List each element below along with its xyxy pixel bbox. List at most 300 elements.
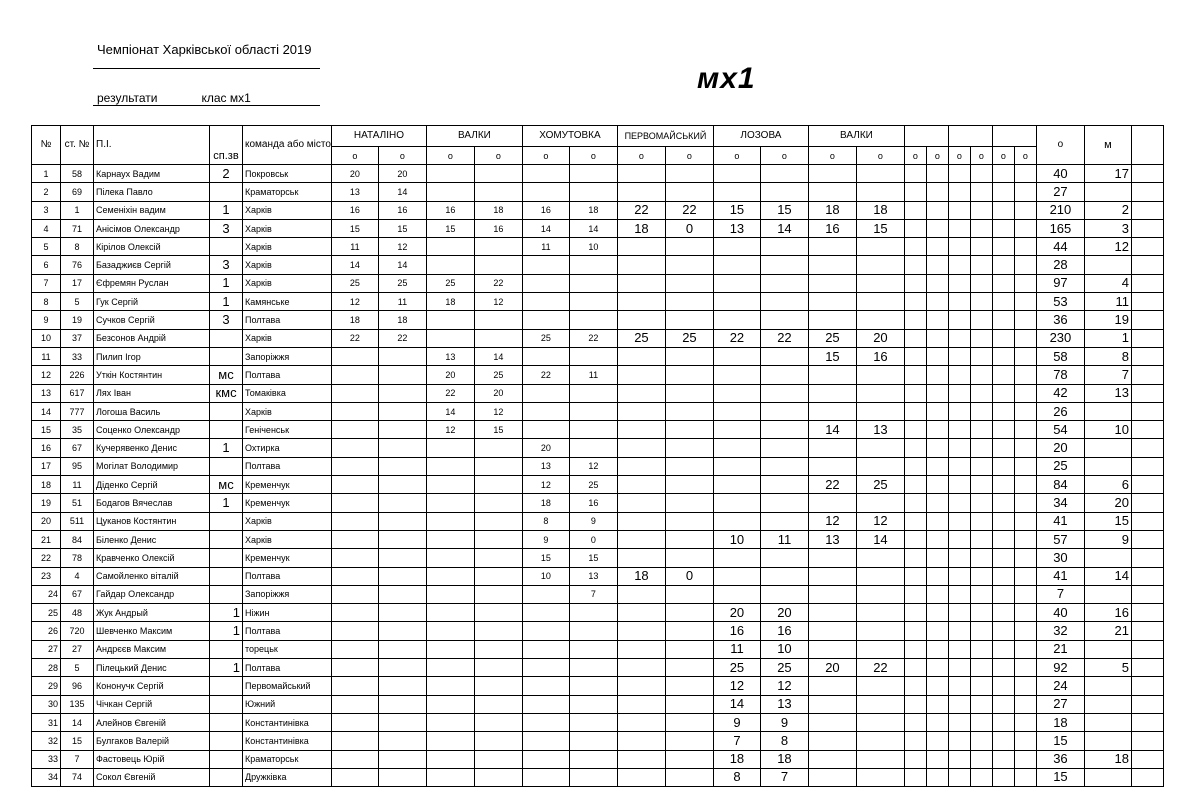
race-result — [856, 384, 904, 402]
empty-cell — [904, 494, 926, 512]
final-place — [1084, 457, 1131, 475]
race-result — [522, 640, 569, 658]
empty-cell — [904, 219, 926, 237]
race-result — [856, 549, 904, 567]
empty-cell — [992, 238, 1014, 256]
row-number: 9 — [32, 311, 61, 329]
row-number: 29 — [32, 677, 61, 695]
table-row — [32, 457, 1164, 475]
rider-name: Сокол Євгеній — [94, 768, 210, 786]
row-number: 19 — [32, 494, 61, 512]
rider-name: Біленко Денис — [94, 530, 210, 548]
race-result: 14 — [426, 402, 474, 420]
race-result — [856, 750, 904, 768]
empty-cell — [904, 274, 926, 292]
race-result — [856, 311, 904, 329]
race-result — [522, 768, 569, 786]
race-result — [760, 366, 808, 384]
empty-cell — [1014, 384, 1036, 402]
race-result — [426, 732, 474, 750]
total-points: 41 — [1036, 512, 1084, 530]
race-result: 20 — [760, 604, 808, 622]
empty-cell — [904, 183, 926, 201]
race-result — [522, 695, 569, 713]
race-result — [426, 439, 474, 457]
empty-cell — [948, 677, 970, 695]
empty-cell — [948, 476, 970, 494]
empty-cell — [948, 567, 970, 585]
race-result: 25 — [569, 476, 617, 494]
table-row — [32, 219, 1164, 237]
race-result — [378, 421, 426, 439]
total-points: 27 — [1036, 695, 1084, 713]
rider-team: Харків — [243, 274, 332, 292]
race-result — [426, 476, 474, 494]
extra-cell — [1131, 604, 1163, 622]
empty-cell — [1014, 768, 1036, 786]
empty-cell — [1014, 567, 1036, 585]
empty-cell — [904, 201, 926, 219]
total-points: 54 — [1036, 421, 1084, 439]
empty-cell — [926, 512, 948, 530]
table-row — [32, 512, 1164, 530]
race-result — [760, 347, 808, 365]
stage-header: ЛОЗОВА — [713, 126, 808, 147]
empty-cell — [926, 549, 948, 567]
empty-cell — [992, 750, 1014, 768]
row-number: 5 — [32, 238, 61, 256]
race-result: 20 — [378, 165, 426, 183]
empty-cell — [992, 457, 1014, 475]
race-result — [808, 695, 856, 713]
race-result — [856, 402, 904, 420]
empty-cell — [926, 604, 948, 622]
race-result — [331, 439, 378, 457]
race-result — [665, 311, 713, 329]
rider-team: Южний — [243, 695, 332, 713]
race-result — [665, 476, 713, 494]
extra-cell — [1131, 677, 1163, 695]
stage-header: ВАЛКИ — [426, 126, 522, 147]
empty-cell — [970, 439, 992, 457]
race-result — [617, 165, 665, 183]
empty-cell — [970, 768, 992, 786]
race-result — [856, 256, 904, 274]
rider-team: Полтава — [243, 457, 332, 475]
race-result — [856, 732, 904, 750]
race-result — [426, 713, 474, 731]
race-result — [665, 421, 713, 439]
empty-stage-header — [948, 126, 992, 147]
race-result: 14 — [331, 256, 378, 274]
race-result: 10 — [713, 530, 760, 548]
race-header: о — [904, 147, 926, 165]
rider-name: Діденко Сергій — [94, 476, 210, 494]
final-place: 15 — [1084, 512, 1131, 530]
empty-cell — [992, 384, 1014, 402]
race-result — [331, 677, 378, 695]
empty-cell — [1014, 494, 1036, 512]
rider-name: Андрєєв Максим — [94, 640, 210, 658]
race-header: о — [992, 147, 1014, 165]
rider-rank: 3 — [210, 256, 243, 274]
race-result: 20 — [331, 165, 378, 183]
final-place: 21 — [1084, 622, 1131, 640]
col-rank: сп.зв — [210, 126, 243, 165]
total-points: 36 — [1036, 750, 1084, 768]
race-result — [713, 183, 760, 201]
empty-cell — [926, 421, 948, 439]
race-result — [331, 604, 378, 622]
race-result — [522, 293, 569, 311]
stage-header: ВАЛКИ — [808, 126, 904, 147]
race-result — [331, 695, 378, 713]
empty-cell — [904, 640, 926, 658]
empty-cell — [1014, 512, 1036, 530]
race-result — [331, 512, 378, 530]
start-number: 67 — [61, 439, 94, 457]
empty-cell — [1014, 695, 1036, 713]
race-result — [474, 567, 522, 585]
start-number: 720 — [61, 622, 94, 640]
race-result — [665, 274, 713, 292]
empty-cell — [1014, 311, 1036, 329]
rider-team: Харків — [243, 256, 332, 274]
start-number: 27 — [61, 640, 94, 658]
extra-cell — [1131, 384, 1163, 402]
race-result — [713, 567, 760, 585]
rider-name: Пилип Ігор — [94, 347, 210, 365]
col-team: команда або місто — [243, 126, 332, 165]
race-result — [426, 512, 474, 530]
race-result — [617, 347, 665, 365]
rider-rank — [210, 238, 243, 256]
empty-cell — [1014, 476, 1036, 494]
race-result: 25 — [331, 274, 378, 292]
extra-cell — [1131, 549, 1163, 567]
rider-team: Харків — [243, 530, 332, 548]
empty-cell — [948, 347, 970, 365]
final-place — [1084, 695, 1131, 713]
empty-cell — [926, 311, 948, 329]
race-result — [426, 183, 474, 201]
race-result — [378, 457, 426, 475]
extra-cell — [1131, 347, 1163, 365]
empty-cell — [948, 421, 970, 439]
total-points: 26 — [1036, 402, 1084, 420]
rider-rank — [210, 421, 243, 439]
total-points: 92 — [1036, 659, 1084, 677]
row-number: 32 — [32, 732, 61, 750]
empty-cell — [992, 476, 1014, 494]
empty-cell — [926, 384, 948, 402]
race-result: 9 — [569, 512, 617, 530]
race-result — [665, 384, 713, 402]
rider-team: Запоріжжя — [243, 347, 332, 365]
table-row — [32, 659, 1164, 677]
race-result — [474, 732, 522, 750]
race-result — [713, 585, 760, 603]
table-row — [32, 530, 1164, 548]
rider-rank — [210, 567, 243, 585]
race-result: 18 — [760, 750, 808, 768]
race-result — [760, 585, 808, 603]
race-result — [426, 622, 474, 640]
race-result — [760, 238, 808, 256]
race-result — [426, 750, 474, 768]
race-result: 22 — [378, 329, 426, 347]
race-result: 22 — [760, 329, 808, 347]
extra-cell — [1131, 274, 1163, 292]
empty-cell — [904, 530, 926, 548]
row-number: 25 — [32, 604, 61, 622]
race-result: 16 — [713, 622, 760, 640]
race-result — [760, 165, 808, 183]
total-points: 40 — [1036, 165, 1084, 183]
rider-team: Камянське — [243, 293, 332, 311]
empty-cell — [926, 256, 948, 274]
race-result — [426, 530, 474, 548]
race-result — [617, 366, 665, 384]
race-result: 25 — [760, 659, 808, 677]
race-result — [522, 713, 569, 731]
rider-rank — [210, 457, 243, 475]
row-number: 3 — [32, 201, 61, 219]
empty-cell — [904, 238, 926, 256]
rider-rank — [210, 530, 243, 548]
table-row — [32, 183, 1164, 201]
race-result — [569, 165, 617, 183]
col-extra — [1131, 126, 1163, 165]
race-result: 13 — [856, 421, 904, 439]
race-header: о — [617, 147, 665, 165]
start-number: 19 — [61, 311, 94, 329]
rider-name: Гук Сергій — [94, 293, 210, 311]
race-result — [713, 347, 760, 365]
race-result — [808, 165, 856, 183]
race-result — [474, 695, 522, 713]
rider-team: Краматорськ — [243, 183, 332, 201]
empty-cell — [992, 713, 1014, 731]
race-result: 0 — [665, 219, 713, 237]
race-result — [378, 659, 426, 677]
start-number: 617 — [61, 384, 94, 402]
total-points: 21 — [1036, 640, 1084, 658]
total-points: 20 — [1036, 439, 1084, 457]
extra-cell — [1131, 659, 1163, 677]
race-result: 18 — [617, 567, 665, 585]
total-points: 24 — [1036, 677, 1084, 695]
results-label: результати — [97, 91, 158, 105]
empty-cell — [926, 640, 948, 658]
race-result — [760, 311, 808, 329]
rider-name: Кононучк Сергій — [94, 677, 210, 695]
extra-cell — [1131, 622, 1163, 640]
empty-cell — [970, 494, 992, 512]
race-result — [713, 402, 760, 420]
race-result — [569, 402, 617, 420]
race-result — [331, 530, 378, 548]
race-result — [331, 732, 378, 750]
race-result — [713, 549, 760, 567]
empty-cell — [992, 585, 1014, 603]
race-result — [426, 165, 474, 183]
extra-cell — [1131, 494, 1163, 512]
empty-cell — [926, 457, 948, 475]
empty-cell — [948, 659, 970, 677]
race-result — [665, 622, 713, 640]
rider-team: Харків — [243, 329, 332, 347]
race-result — [569, 421, 617, 439]
race-result — [378, 695, 426, 713]
start-number: 35 — [61, 421, 94, 439]
total-points: 18 — [1036, 713, 1084, 731]
empty-cell — [926, 439, 948, 457]
empty-cell — [1014, 201, 1036, 219]
empty-cell — [904, 695, 926, 713]
empty-cell — [926, 347, 948, 365]
empty-cell — [948, 311, 970, 329]
total-points: 41 — [1036, 567, 1084, 585]
empty-cell — [926, 622, 948, 640]
rider-rank — [210, 750, 243, 768]
race-result: 14 — [569, 219, 617, 237]
race-result: 8 — [522, 512, 569, 530]
race-result: 18 — [378, 311, 426, 329]
rider-team: Кременчук — [243, 494, 332, 512]
race-result — [713, 439, 760, 457]
race-result — [808, 677, 856, 695]
extra-cell — [1131, 585, 1163, 603]
race-result: 13 — [426, 347, 474, 365]
start-number: 8 — [61, 238, 94, 256]
race-result — [856, 457, 904, 475]
race-result — [665, 165, 713, 183]
race-result: 7 — [713, 732, 760, 750]
extra-cell — [1131, 768, 1163, 786]
race-result — [617, 549, 665, 567]
empty-cell — [992, 677, 1014, 695]
extra-cell — [1131, 439, 1163, 457]
row-number: 11 — [32, 347, 61, 365]
extra-cell — [1131, 512, 1163, 530]
race-result — [760, 384, 808, 402]
race-header: о — [856, 147, 904, 165]
race-result — [331, 585, 378, 603]
extra-cell — [1131, 402, 1163, 420]
race-result — [474, 238, 522, 256]
final-place: 13 — [1084, 384, 1131, 402]
race-header: о — [760, 147, 808, 165]
race-result: 25 — [713, 659, 760, 677]
start-number: 51 — [61, 494, 94, 512]
race-result — [808, 750, 856, 768]
race-result — [760, 476, 808, 494]
race-result — [569, 713, 617, 731]
empty-cell — [970, 329, 992, 347]
race-result — [378, 604, 426, 622]
race-result — [808, 604, 856, 622]
empty-cell — [970, 201, 992, 219]
start-number: 48 — [61, 604, 94, 622]
race-result: 12 — [426, 421, 474, 439]
race-result: 10 — [569, 238, 617, 256]
race-result — [856, 677, 904, 695]
race-result — [378, 530, 426, 548]
race-result — [665, 457, 713, 475]
empty-cell — [926, 293, 948, 311]
race-result — [713, 311, 760, 329]
race-result — [569, 293, 617, 311]
race-result — [474, 512, 522, 530]
race-result — [331, 549, 378, 567]
table-row — [32, 274, 1164, 292]
rider-rank — [210, 768, 243, 786]
race-result — [378, 366, 426, 384]
rider-rank — [210, 585, 243, 603]
empty-cell — [992, 512, 1014, 530]
race-result — [856, 567, 904, 585]
rider-rank: 1 — [210, 293, 243, 311]
race-result: 11 — [378, 293, 426, 311]
race-result — [569, 659, 617, 677]
rider-team: Дружківка — [243, 768, 332, 786]
start-number: 37 — [61, 329, 94, 347]
race-result — [522, 622, 569, 640]
empty-cell — [992, 494, 1014, 512]
empty-cell — [926, 329, 948, 347]
race-result — [378, 677, 426, 695]
empty-cell — [926, 366, 948, 384]
race-result — [378, 768, 426, 786]
race-result: 14 — [474, 347, 522, 365]
race-result — [522, 604, 569, 622]
rider-rank — [210, 512, 243, 530]
race-result — [760, 567, 808, 585]
race-result: 18 — [569, 201, 617, 219]
race-result — [713, 238, 760, 256]
race-result — [665, 530, 713, 548]
race-result: 20 — [474, 384, 522, 402]
rider-team: Томаківка — [243, 384, 332, 402]
table-row — [32, 366, 1164, 384]
row-number: 8 — [32, 293, 61, 311]
race-result — [426, 768, 474, 786]
empty-cell — [926, 585, 948, 603]
empty-cell — [992, 768, 1014, 786]
table-row — [32, 713, 1164, 731]
race-header: о — [474, 147, 522, 165]
rider-rank — [210, 549, 243, 567]
final-place — [1084, 677, 1131, 695]
empty-cell — [970, 183, 992, 201]
race-result — [617, 384, 665, 402]
race-result — [569, 384, 617, 402]
rider-team: Запоріжжя — [243, 585, 332, 603]
rider-rank: 1 — [210, 604, 243, 622]
race-result: 13 — [760, 695, 808, 713]
empty-stage-header — [904, 126, 948, 147]
race-result — [474, 329, 522, 347]
total-points: 53 — [1036, 293, 1084, 311]
row-number: 23 — [32, 567, 61, 585]
race-result: 22 — [808, 476, 856, 494]
race-result — [713, 165, 760, 183]
race-result — [522, 274, 569, 292]
race-header: о — [970, 147, 992, 165]
empty-cell — [1014, 366, 1036, 384]
rider-team: Константинівка — [243, 732, 332, 750]
